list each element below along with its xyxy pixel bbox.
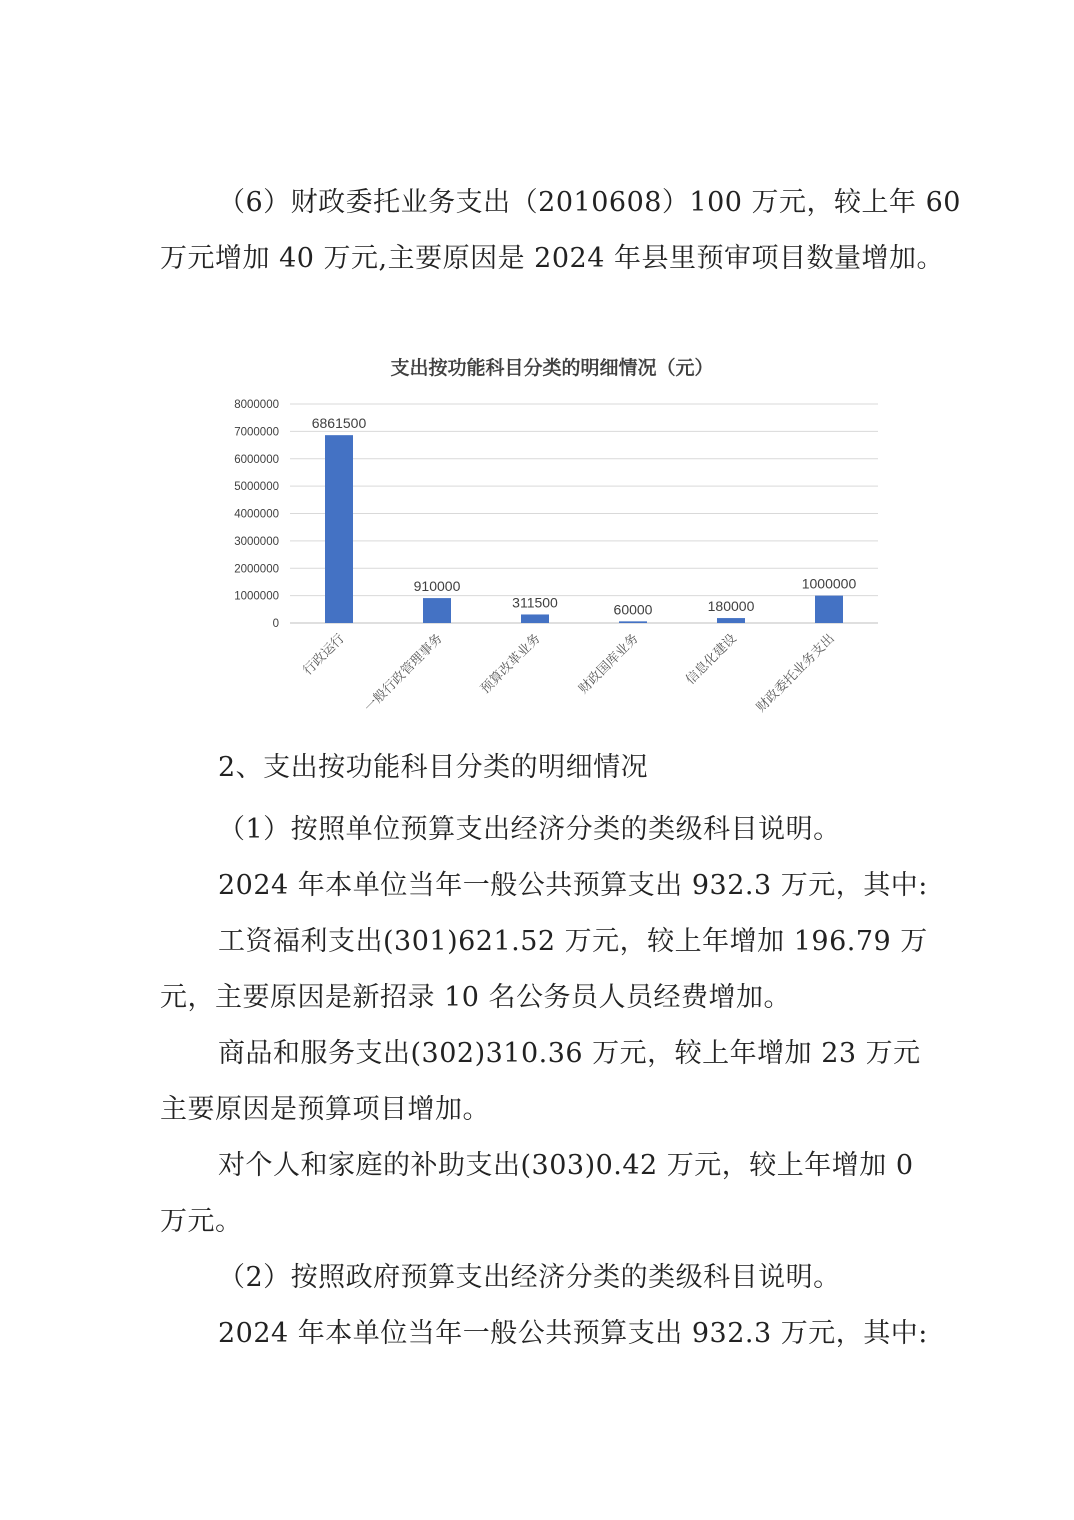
data-label: 1000000: [801, 575, 857, 592]
x-tick-label: 一般行政管理事务: [361, 631, 446, 716]
item-1-heading: （1）按照单位预算支出经济分类的类级科目说明。: [218, 814, 841, 845]
y-tick-label: 7000000: [234, 426, 279, 439]
wages-line-2: 元，主要原因是新招录 10 名公务员人员经费增加。: [160, 982, 792, 1013]
y-tick-label: 0: [272, 618, 279, 630]
x-tick-label: 信息化建设: [683, 631, 740, 688]
bar: [619, 621, 647, 623]
y-tick-label: 2000000: [234, 563, 279, 576]
x-tick-label: 行政运行: [300, 631, 348, 679]
data-label: 311500: [512, 594, 558, 611]
total-expense-line-2: 2024 年本单位当年一般公共预算支出 932.3 万元，其中:: [218, 1318, 928, 1349]
function-expense-bar-chart: [200, 340, 900, 740]
chart-svg: [200, 340, 900, 740]
x-tick-label: 财政委托业务支出: [753, 631, 838, 716]
paragraph-6-line-2: 万元增加 40 万元,主要原因是 2024 年县里预审项目数量增加。: [160, 243, 944, 274]
bar: [325, 435, 353, 623]
chart-y-axis: [234, 399, 279, 630]
y-tick-label: 4000000: [234, 508, 279, 521]
goods-line-2: 主要原因是预算项目增加。: [160, 1094, 490, 1125]
chart-title: 支出按功能科目分类的明细情况（元）: [390, 357, 714, 379]
bar: [717, 618, 745, 623]
paragraph-6-line-1: （6）财政委托业务支出（2010608）100 万元，较上年 60: [218, 187, 961, 218]
y-tick-label: 5000000: [234, 481, 279, 494]
section-2-heading: 2、支出按功能科目分类的明细情况: [218, 752, 649, 783]
y-tick-label: 1000000: [234, 590, 279, 603]
total-expense-line: 2024 年本单位当年一般公共预算支出 932.3 万元，其中:: [218, 870, 928, 901]
chart-gridlines: [290, 404, 878, 623]
subsidy-line-2: 万元。: [160, 1206, 243, 1237]
data-label: 910000: [413, 578, 461, 595]
y-tick-label: 8000000: [234, 399, 279, 411]
y-tick-label: 3000000: [234, 535, 279, 548]
x-tick-label: 财政国库业务: [576, 631, 642, 697]
chart-data-labels: [312, 415, 857, 617]
goods-line-1: 商品和服务支出(302)310.36 万元，较上年增加 23 万元: [218, 1038, 921, 1069]
x-tick-label: 预算改革业务: [478, 631, 544, 697]
bar: [815, 596, 843, 623]
chart-x-axis: [300, 631, 837, 716]
y-tick-label: 6000000: [234, 453, 279, 466]
subsidy-line-1: 对个人和家庭的补助支出(303)0.42 万元，较上年增加 0: [218, 1150, 914, 1181]
data-label: 6861500: [311, 415, 367, 432]
chart-bars: [325, 435, 843, 623]
wages-line-1: 工资福利支出(301)621.52 万元，较上年增加 196.79 万: [218, 926, 928, 957]
data-label: 60000: [613, 601, 653, 618]
bar: [423, 598, 451, 623]
item-2-heading: （2）按照政府预算支出经济分类的类级科目说明。: [218, 1262, 841, 1293]
data-label: 180000: [707, 598, 755, 615]
bar: [521, 614, 549, 623]
